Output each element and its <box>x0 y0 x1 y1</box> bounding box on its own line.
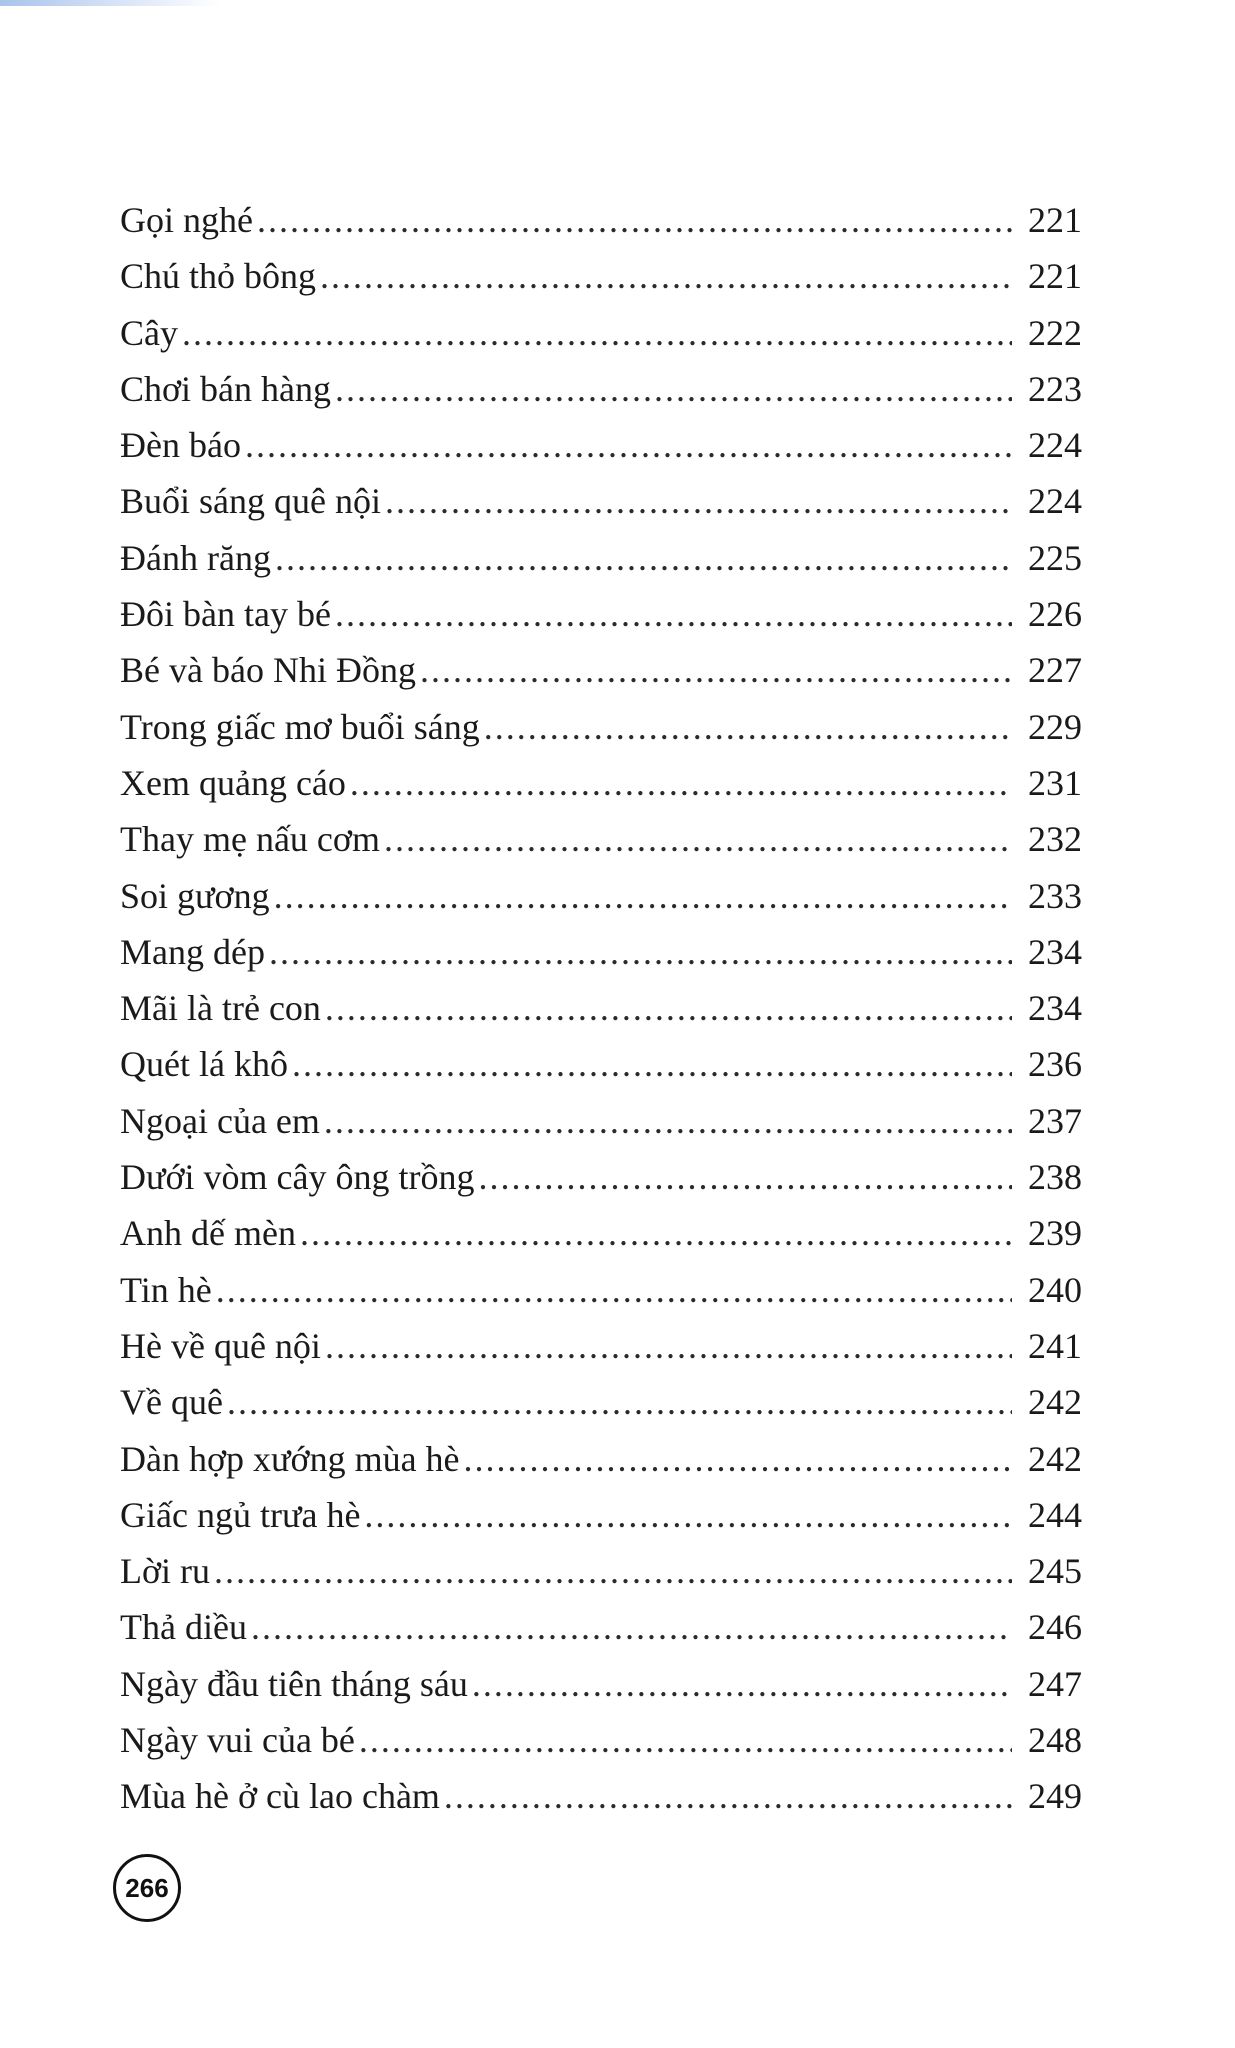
toc-entry-title: Trong giấc mơ buổi sáng <box>120 706 480 747</box>
toc-entry-page: 238 <box>1028 1157 1082 1198</box>
dot-leader <box>182 305 1012 361</box>
toc-entry <box>120 192 1082 248</box>
toc-entry-page: 248 <box>1028 1720 1082 1761</box>
toc-entry-page: 237 <box>1028 1100 1082 1141</box>
toc-entry-page: 249 <box>1028 1776 1082 1817</box>
toc-entry-title: Đánh răng <box>120 537 271 578</box>
dot-leader <box>464 1431 1012 1487</box>
dot-leader <box>300 1205 1012 1261</box>
toc-entry-page: 239 <box>1028 1213 1082 1254</box>
dot-leader <box>257 192 1012 248</box>
toc-entry-page: 231 <box>1028 762 1082 803</box>
toc-entry <box>120 305 1082 361</box>
dot-leader <box>385 473 1012 529</box>
dot-leader <box>420 642 1012 698</box>
toc-entry-page: 224 <box>1028 425 1082 466</box>
toc-entry-page: 242 <box>1028 1438 1082 1479</box>
toc-entry-title: Ngoại của em <box>120 1100 320 1141</box>
toc-entry <box>120 642 1082 698</box>
dot-leader <box>269 924 1012 980</box>
dot-leader <box>292 1036 1012 1092</box>
toc-entry-title: Dưới vòm cây ông trồng <box>120 1157 475 1198</box>
toc-entry-title: Thay mẹ nấu cơm <box>120 819 380 860</box>
toc-entry <box>120 1599 1082 1655</box>
dot-leader <box>274 868 1012 924</box>
toc-entry <box>120 1656 1082 1712</box>
toc-entry-page: 229 <box>1028 706 1082 747</box>
toc-entry <box>120 530 1082 586</box>
dot-leader <box>479 1149 1013 1205</box>
toc-entry <box>120 1093 1082 1149</box>
toc-entry-title: Đèn báo <box>120 425 241 466</box>
toc-entry <box>120 1487 1082 1543</box>
dot-leader <box>325 1318 1012 1374</box>
toc-entry-title: Ngày vui của bé <box>120 1720 355 1761</box>
toc-entry-title: Cây <box>120 312 178 353</box>
page-number-badge <box>113 1854 181 1922</box>
toc-entry-page: 234 <box>1028 988 1082 1029</box>
toc-entry-page: 245 <box>1028 1551 1082 1592</box>
toc-entry-page: 227 <box>1028 650 1082 691</box>
table-of-contents <box>120 192 1082 1825</box>
toc-entry <box>120 1712 1082 1768</box>
toc-entry-title: Lời ru <box>120 1551 211 1592</box>
toc-entry-title: Chơi bán hàng <box>120 368 332 409</box>
dot-leader <box>216 1262 1012 1318</box>
toc-entry <box>120 868 1082 924</box>
toc-entry-page: 221 <box>1028 256 1082 297</box>
toc-entry <box>120 924 1082 980</box>
toc-entry-title: Soi gương <box>120 875 270 916</box>
toc-entry-title: Dàn hợp xướng mùa hè <box>120 1438 460 1479</box>
dot-leader <box>251 1599 1012 1655</box>
toc-entry <box>120 473 1082 529</box>
toc-entry <box>120 1262 1082 1318</box>
page-number: 266 <box>125 1872 169 1903</box>
dot-leader <box>214 1543 1012 1599</box>
dot-leader <box>275 530 1012 586</box>
toc-entry-title: Buổi sáng quê nội <box>120 481 381 522</box>
page-edge-tint <box>0 0 220 6</box>
toc-entry <box>120 980 1082 1036</box>
toc-entry <box>120 417 1082 473</box>
toc-entry <box>120 1205 1082 1261</box>
toc-entry <box>120 248 1082 304</box>
toc-entry <box>120 1149 1082 1205</box>
toc-entry-title: Đôi bàn tay bé <box>120 594 331 635</box>
dot-leader <box>320 248 1012 304</box>
toc-entry-page: 225 <box>1028 537 1082 578</box>
toc-entry-page: 247 <box>1028 1663 1082 1704</box>
toc-entry-title: Về quê <box>120 1382 223 1423</box>
toc-entry <box>120 1431 1082 1487</box>
toc-entry-page: 232 <box>1028 819 1082 860</box>
toc-entry-title: Quét lá khô <box>120 1044 288 1085</box>
toc-entry-page: 242 <box>1028 1382 1082 1423</box>
toc-entry <box>120 755 1082 811</box>
dot-leader <box>484 699 1012 755</box>
toc-entry-title: Tin hè <box>120 1269 212 1310</box>
toc-entry-title: Mang dép <box>120 931 265 972</box>
toc-entry-title: Mãi là trẻ con <box>120 988 321 1029</box>
toc-entry-title: Chú thỏ bông <box>120 256 317 297</box>
dot-leader <box>335 361 1012 417</box>
toc-entry-page: 233 <box>1028 875 1082 916</box>
toc-entry <box>120 586 1082 642</box>
toc-entry <box>120 699 1082 755</box>
toc-entry-page: 224 <box>1028 481 1082 522</box>
toc-entry-title: Anh dế mèn <box>120 1213 296 1254</box>
toc-entry-page: 240 <box>1028 1269 1082 1310</box>
toc-entry <box>120 361 1082 417</box>
toc-entry-title: Mùa hè ở cù lao chàm <box>120 1776 440 1817</box>
toc-entry-page: 234 <box>1028 931 1082 972</box>
dot-leader <box>364 1487 1012 1543</box>
toc-entry-title: Thả diều <box>120 1607 247 1648</box>
dot-leader <box>245 417 1012 473</box>
toc-entry <box>120 1036 1082 1092</box>
dot-leader <box>359 1712 1012 1768</box>
dot-leader <box>325 980 1012 1036</box>
toc-entry-title: Bé và báo Nhi Đồng <box>120 650 416 691</box>
dot-leader <box>384 811 1012 867</box>
dot-leader <box>444 1768 1012 1824</box>
dot-leader <box>335 586 1012 642</box>
dot-leader <box>324 1093 1012 1149</box>
toc-entry-page: 222 <box>1028 312 1082 353</box>
dot-leader <box>350 755 1012 811</box>
toc-entry-page: 236 <box>1028 1044 1082 1085</box>
toc-entry-title: Gọi nghé <box>120 200 253 240</box>
toc-entry <box>120 1543 1082 1599</box>
toc-entry-page: 246 <box>1028 1607 1082 1648</box>
dot-leader <box>227 1374 1012 1430</box>
toc-entry-page: 221 <box>1028 200 1082 240</box>
toc-entry-page: 226 <box>1028 594 1082 635</box>
toc-entry-title: Hè về quê nội <box>120 1325 321 1366</box>
toc-entry-title: Xem quảng cáo <box>120 762 346 803</box>
toc-entry-title: Giấc ngủ trưa hè <box>120 1494 361 1535</box>
toc-entry <box>120 1318 1082 1374</box>
toc-entry-title: Ngày đầu tiên tháng sáu <box>120 1663 468 1704</box>
toc-entry-page: 244 <box>1028 1494 1082 1535</box>
toc-entry <box>120 1768 1082 1824</box>
toc-entry-page: 223 <box>1028 368 1082 409</box>
dot-leader <box>472 1656 1012 1712</box>
toc-entry-page: 241 <box>1028 1325 1082 1366</box>
toc-entry <box>120 1374 1082 1430</box>
toc-entry <box>120 811 1082 867</box>
